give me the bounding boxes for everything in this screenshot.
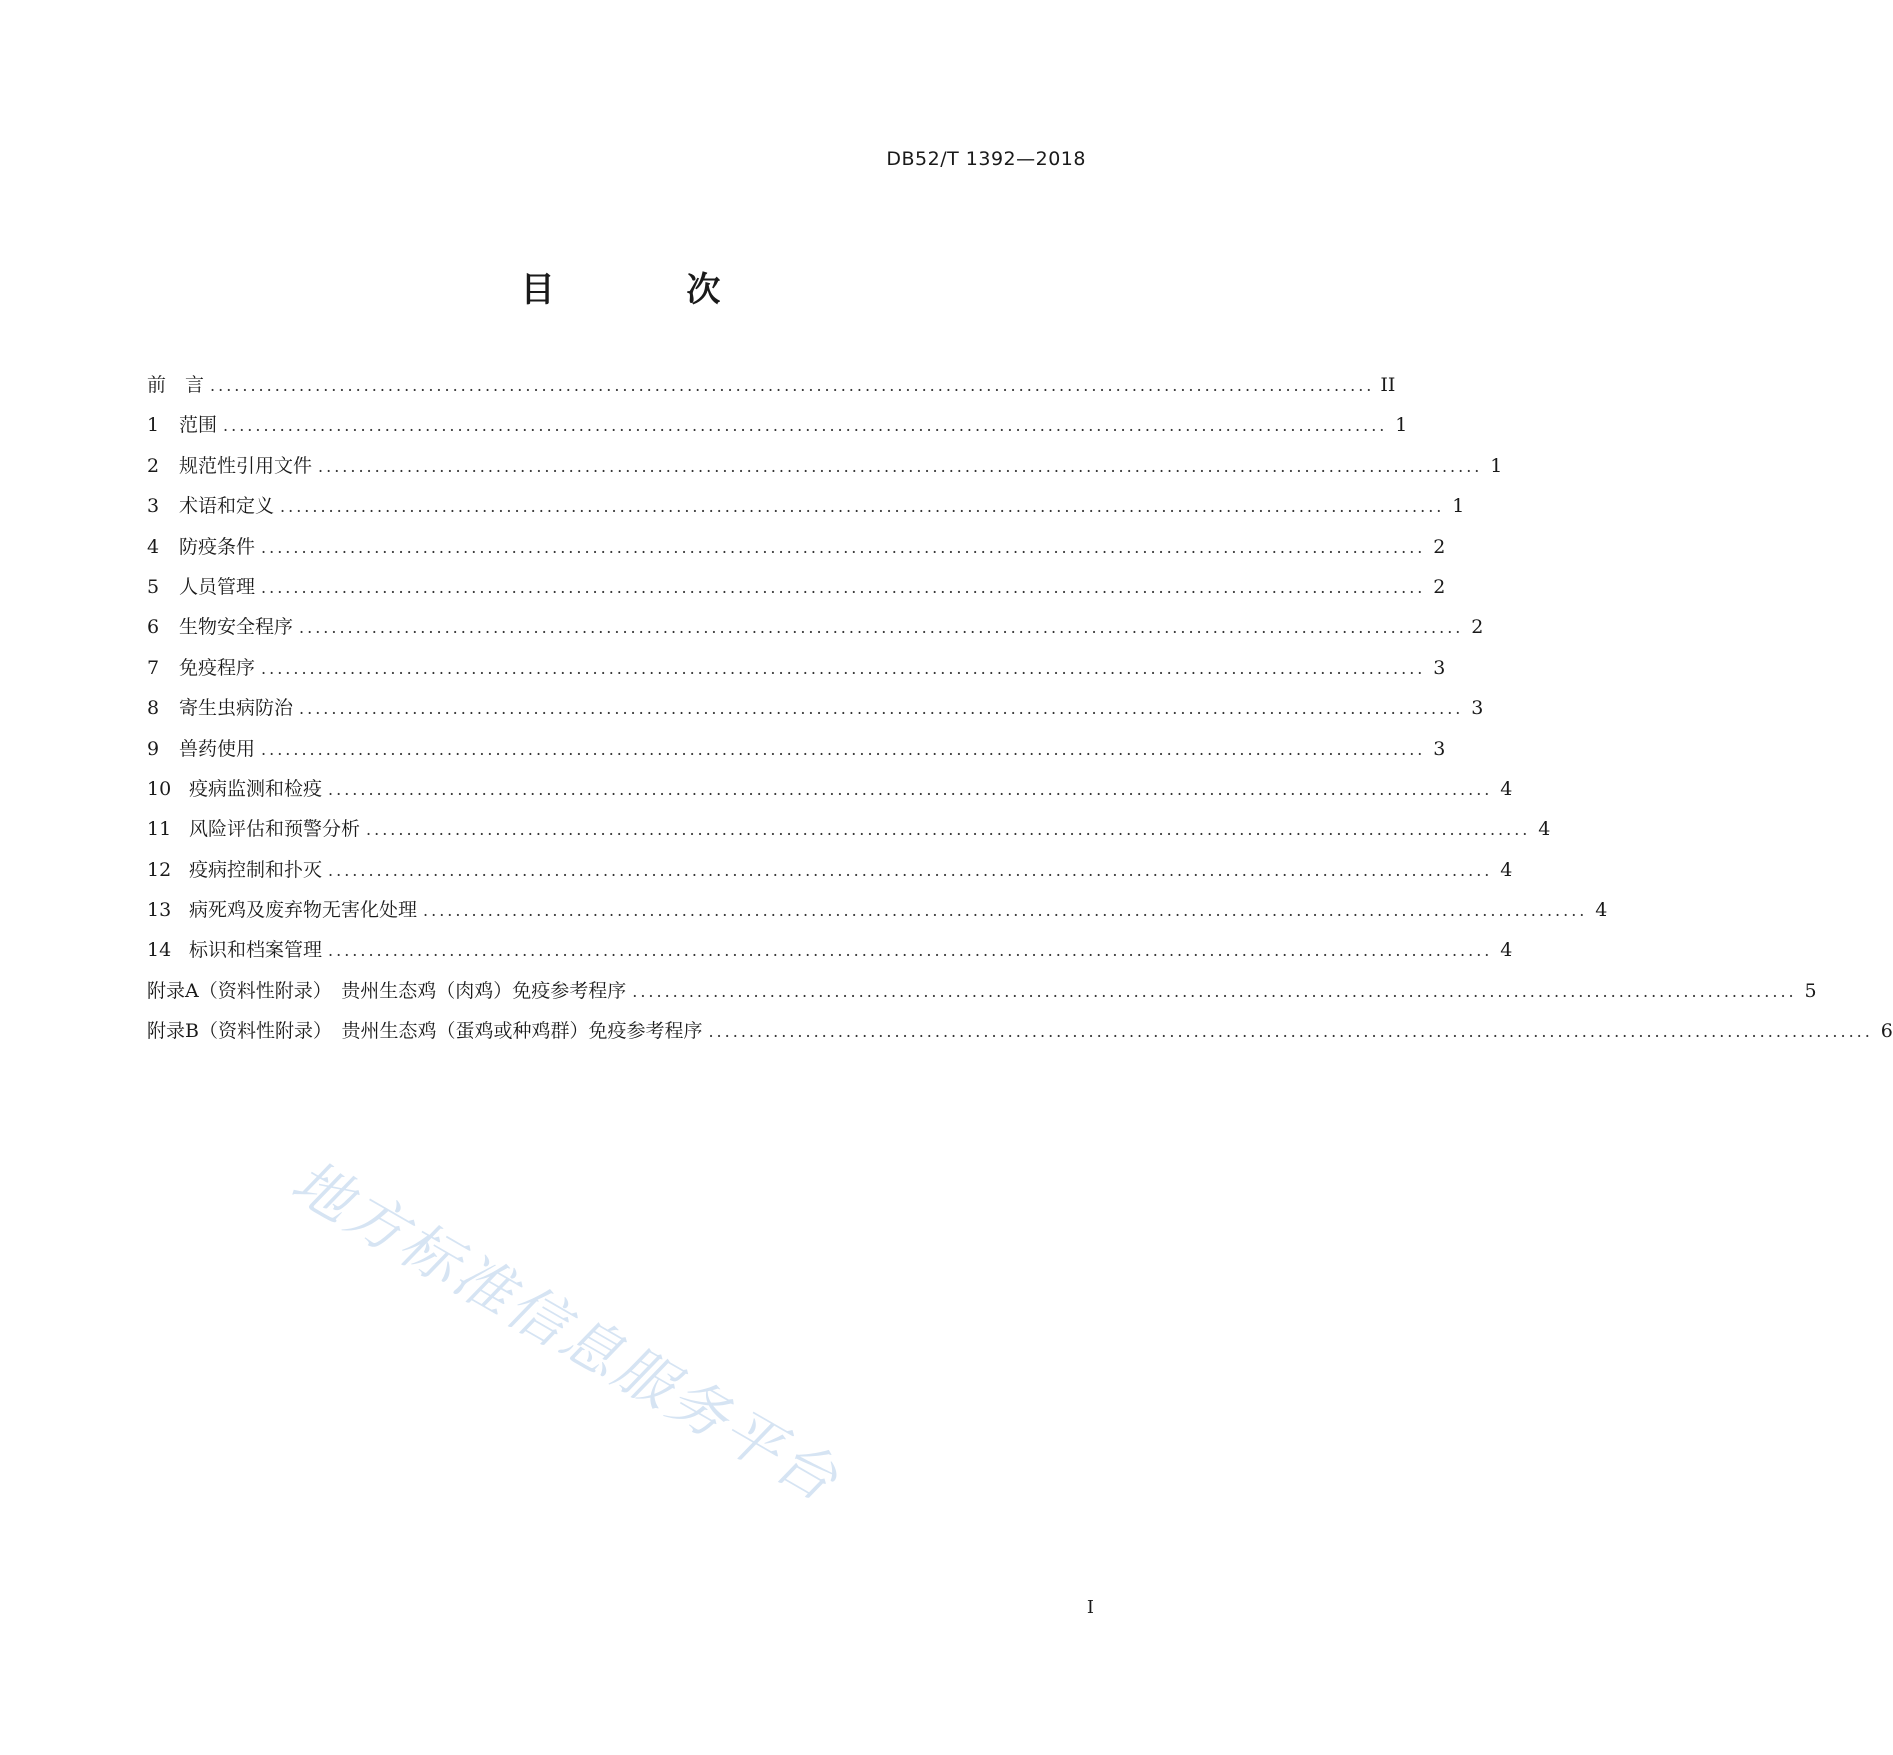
toc-number: 14 — [147, 939, 172, 962]
toc-page: II — [1380, 374, 1396, 396]
toc-leader-dots: ................................................................................................................................................ — [328, 860, 1493, 880]
toc-label: 兽药使用 — [179, 737, 256, 760]
toc-number: 9 — [147, 737, 160, 760]
toc-page: 1 — [1452, 495, 1465, 518]
toc-leader-dots: ................................................................................................................................................ — [210, 376, 1375, 395]
toc-entry-appendix-b[interactable] — [147, 1016, 1893, 1056]
toc-entry-2[interactable] — [147, 451, 1503, 491]
toc-entry-13[interactable] — [147, 895, 1608, 935]
toc-page: 2 — [1433, 575, 1446, 598]
toc-number: 5 — [147, 575, 160, 598]
toc-label: 防疫条件 — [179, 535, 256, 558]
toc-page: 2 — [1433, 535, 1446, 558]
toc-leader-dots: ................................................................................................................................................ — [261, 739, 1426, 759]
toc-leader-dots: ................................................................................................................................................ — [299, 699, 1464, 719]
toc-label: 疫病监测和检疫 — [189, 777, 323, 800]
toc-page: 3 — [1433, 737, 1446, 760]
toc-page: 1 — [1395, 414, 1408, 437]
table-of-contents — [147, 370, 1893, 1057]
toc-label: 规范性引用文件 — [179, 454, 313, 477]
toc-entry-7[interactable] — [147, 653, 1446, 693]
toc-number: 10 — [147, 777, 172, 800]
toc-entry-1[interactable] — [147, 410, 1408, 450]
toc-entry-foreword[interactable] — [147, 370, 1396, 410]
toc-label: 风险评估和预警分析 — [189, 818, 361, 841]
page-title: 目 次 — [520, 270, 781, 310]
toc-label: 附录B（资料性附录） 贵州生态鸡（蛋鸡或种鸡群）免疫参考程序 — [147, 1020, 703, 1043]
toc-number: 7 — [147, 656, 160, 679]
toc-label: 人员管理 — [179, 575, 256, 598]
toc-page: 3 — [1433, 656, 1446, 679]
toc-entry-8[interactable] — [147, 693, 1484, 733]
toc-leader-dots: ................................................................................................................................................ — [328, 941, 1493, 961]
toc-number: 4 — [147, 535, 160, 558]
toc-page: 4 — [1538, 818, 1551, 841]
toc-label: 疫病控制和扑灭 — [189, 858, 323, 881]
toc-leader-dots: ................................................................................................................................................ — [261, 577, 1426, 597]
toc-label: 病死鸡及废弃物无害化处理 — [189, 899, 418, 922]
toc-entry-6[interactable] — [147, 612, 1484, 652]
toc-number: 1 — [147, 414, 160, 437]
toc-label: 范围 — [179, 414, 218, 437]
page-number: I — [1086, 1597, 1094, 1618]
toc-number: 13 — [147, 899, 172, 922]
toc-entry-4[interactable] — [147, 532, 1446, 572]
toc-label: 附录A（资料性附录） 贵州生态鸡（肉鸡）免疫参考程序 — [147, 979, 627, 1002]
toc-label: 寄生虫病防治 — [179, 697, 294, 720]
toc-leader-dots: ................................................................................................................................................ — [708, 1022, 1873, 1042]
toc-number: 6 — [147, 616, 160, 639]
toc-page: 4 — [1500, 939, 1513, 962]
toc-number: 2 — [147, 454, 160, 477]
toc-entry-9[interactable] — [147, 734, 1446, 774]
toc-entry-10[interactable] — [147, 774, 1513, 814]
toc-leader-dots: ................................................................................................................................................ — [261, 658, 1426, 678]
toc-leader-dots: ................................................................................................................................................ — [280, 497, 1445, 517]
toc-number: 3 — [147, 495, 160, 518]
toc-leader-dots: ................................................................................................................................................ — [299, 618, 1464, 638]
toc-label: 术语和定义 — [179, 495, 275, 518]
toc-label: 生物安全程序 — [179, 616, 294, 639]
toc-leader-dots: ................................................................................................................................................ — [328, 779, 1493, 799]
toc-label: 标识和档案管理 — [189, 939, 323, 962]
toc-number: 11 — [147, 818, 172, 841]
watermark: 地方标准信息服务平台 — [280, 1146, 852, 1516]
toc-label: 免疫程序 — [179, 656, 256, 679]
toc-entry-appendix-a[interactable] — [147, 976, 1817, 1016]
toc-page: 4 — [1500, 858, 1513, 881]
toc-page: 4 — [1595, 899, 1608, 922]
toc-entry-5[interactable] — [147, 572, 1446, 612]
toc-leader-dots: ................................................................................................................................................ — [423, 901, 1588, 921]
toc-leader-dots: ................................................................................................................................................ — [366, 820, 1531, 840]
toc-page: 1 — [1490, 454, 1503, 477]
toc-page: 4 — [1500, 777, 1513, 800]
toc-entry-14[interactable] — [147, 935, 1513, 975]
toc-page: 2 — [1471, 616, 1484, 639]
toc-page: 5 — [1804, 979, 1817, 1002]
document-code: DB52/T 1392—2018 — [886, 148, 1086, 170]
toc-entry-11[interactable] — [147, 814, 1551, 854]
toc-entry-12[interactable] — [147, 855, 1513, 895]
toc-leader-dots: ................................................................................................................................................ — [223, 416, 1388, 436]
toc-entry-3[interactable] — [147, 491, 1465, 531]
toc-number: 8 — [147, 697, 160, 720]
toc-leader-dots: ................................................................................................................................................ — [261, 537, 1426, 557]
toc-number: 12 — [147, 858, 172, 881]
toc-leader-dots: ................................................................................................................................................ — [632, 981, 1797, 1001]
toc-page: 6 — [1880, 1020, 1893, 1043]
toc-leader-dots: ................................................................................................................................................ — [318, 456, 1483, 476]
toc-label: 前 言 — [147, 374, 205, 396]
toc-page: 3 — [1471, 697, 1484, 720]
